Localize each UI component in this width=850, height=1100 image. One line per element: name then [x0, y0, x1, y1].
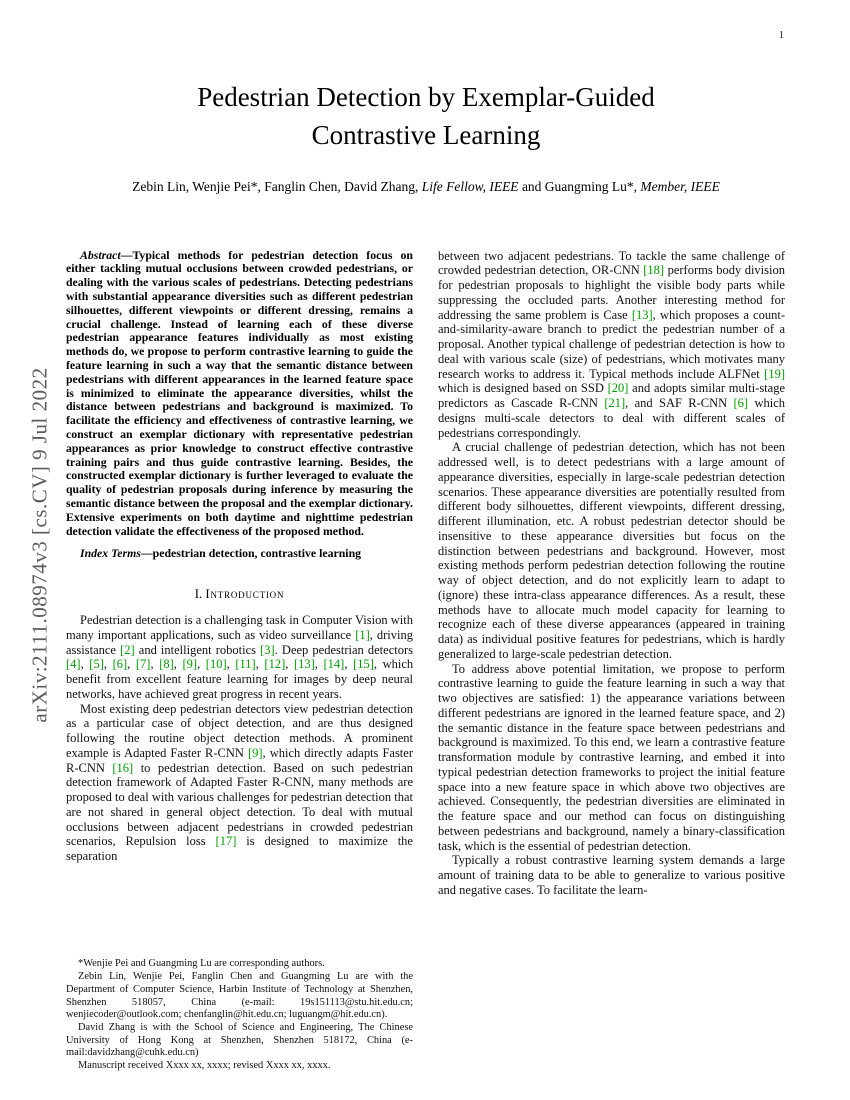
footnote-affiliation-hit: Zebin Lin, Wenjie Pei, Fanglin Chen and Guangming Lu are with the Department of Computer Science, Harbin Institute of Technology at Shenzhen, Shenzhen 518057, China (e-mail: 19s151113@stu.hit.edu.cn; wenjiecoder@outlook.com; chenfanglin@hit.edu.cn; luguangm@hit.edu.cn). [66, 971, 413, 1021]
paragraph: Most existing deep pedestrian detectors view pedestrian detection as a particular case of object detection, and are thus designed following the routine object detection methods. A prominent example is Adapted Faster R-CNN [9], which directly adapts Faster R-CNN [16] to pedestrian detection. Based on such pedestrian detection framework of Adapted Faster R-CNN, many methods are proposed to deal with various challenges for pedestrian detection that are not shared in general object detection. To deal with mutual occlusions between adjacent pedestrians in crowded pedestrian scenarios, Repulsion loss [17] is designed to maximize the separation [66, 701, 413, 864]
citation-link[interactable]: [3] [260, 642, 275, 657]
page-number: 1 [778, 30, 784, 41]
paragraph: Typically a robust contrastive learning system demands a large amount of training data to be able to generalize to various positive and negative cases. To facilitate the learn- [438, 853, 785, 897]
footnotes [66, 958, 413, 1072]
footnote-corresponding-authors: *Wenjie Pei and Guangming Lu are corresponding authors. [78, 958, 325, 970]
index-terms-dash: — [140, 546, 153, 561]
citation-link[interactable]: [13] [293, 657, 315, 672]
index-terms-label: Index Terms [80, 546, 141, 561]
citation-link[interactable]: [7] [135, 657, 151, 672]
arxiv-watermark: arXiv:2111.08974v3 [cs.CV] 9 Jul 2022 [27, 367, 52, 723]
abstract-text: Typical methods for pedestrian detection focus on either tackling mutual occlusions between crowded pedestrians, or dealing with the various scales of pedestrians. Detecting pedestrians with substantial appearance diversities such as different pedestrian silhouettes, different viewpoints or different dressing, remains a crucial challenge. Instead of learning each of these diverse pedestrian appearance features individually as most existing methods do, we propose to perform contrastive learning to guide the feature learning in such a way that the semantic distance between pedestrians with different appearances in the learned feature space is minimized to eliminate the appearance diversities, whilst the distance between pedestrians and background is maximized. To facilitate the efficiency and effectiveness of contrastive learning, we construct an exemplar dictionary with representative pedestrian appearances as prior knowledge to construct effective contrastive training pairs and thus guide contrastive learning. Besides, the constructed exemplar dictionary is further leveraged to evaluate the quality of pedestrian proposals during inference by measuring the semantic distance between the proposal and the exemplar dictionary. Extensive experiments on both daytime and nighttime pedestrian detection validate the effectiveness of the proposed method. [66, 247, 413, 538]
citation-link[interactable]: [8] [159, 657, 174, 672]
paper-title-line1: Pedestrian Detection by Exemplar-Guided [197, 82, 655, 112]
left-column [66, 249, 413, 1073]
citation-link[interactable]: [2] [120, 642, 135, 657]
citation-link[interactable]: [1] [355, 627, 370, 642]
paragraph: To address above potential limitation, we propose to perform contrastive learning to guide the feature learning in such a way that two objectives are satisfied: 1) the appearance variations between different pedestrians are ignored in the learned feature space, and 2) the semantic distance in the feature space between pedestrians and background is maximized. To this end, we learn a contrastive feature transformation module by contrastive learning, and embed it into typical pedestrian detection frameworks to project the initial feature space into a new feature space in which above two objectives are achieved. Consequently, the pedestrian diversities are eliminated in the feature space and our method can focus on distinguishing between pedestrians and background, namely a binary-classification task, which is the essential of pedestrian detection. [438, 661, 785, 853]
paragraph: A crucial challenge of pedestrian detection, which has not been addressed well, is to detect pedestrians with a large amount of appearance diversities, especially in large-scale pedestrian detection scenarios. These appearance diversities are potentially resulted from different body silhouettes, different viewpoints, different dressing, different illumination, etc. A robust pedestrian detector should be insensitive to these appearance diversities but focus on the distinction between pedestrians and background. However, most existing methods perform pedestrian detection following the routine way of object detection, and do not explicitly learn to adapt to (ignore) these intra-class appearance differences. As a result, these methods have to allocate much model capacity for learning to recognize each of these diverse appearances (appeared in training data) as individual positive features for pedestrians, which is hardly generalized to large-scale pedestrian detection. [438, 440, 785, 661]
citation-link[interactable]: [17] [215, 834, 237, 849]
citation-link[interactable]: [9] [182, 657, 198, 672]
right-column [438, 249, 785, 1073]
author-names: Zebin Lin, Wenjie Pei*, Fanglin Chen, David Zhang, [132, 178, 422, 194]
paragraph: Pedestrian detection is a challenging task in Computer Vision with many important applications, such as video surveillance [1], driving assistance [2] and intelligent robotics [3]. Deep pedestrian detectors [4], [5], [6], [7], [8], [9], [10], [11], [12], [13], [14], [15], which benefit from excellent feature learning for images by deep neural networks, have achieved great progress in recent years. [66, 613, 414, 701]
abstract [66, 249, 413, 539]
footnote-manuscript: Manuscript received Xxxx xx, xxxx; revised Xxxx xx, xxxx. [78, 1059, 331, 1071]
section-heading [66, 587, 413, 602]
author-membership-italic: Member, IEEE [640, 178, 720, 194]
section-title: Introduction [205, 587, 285, 602]
citation-link[interactable]: [21] [604, 396, 626, 411]
citation-link[interactable]: [14] [323, 657, 345, 672]
index-terms-text: pedestrian detection, contrastive learning [152, 546, 362, 561]
citation-link[interactable]: [20] [607, 381, 629, 396]
paper-content [66, 78, 786, 1073]
author-line [66, 179, 786, 195]
citation-link[interactable]: [6] [733, 396, 749, 411]
paper-title-line2: Contrastive Learning [311, 120, 541, 151]
citation-link[interactable]: [12] [264, 657, 286, 672]
author-names: and Guangming Lu*, [518, 178, 641, 194]
citation-link[interactable]: [11] [235, 657, 256, 672]
citation-link[interactable]: [18] [643, 263, 665, 278]
citation-link[interactable]: [19] [764, 366, 785, 381]
citation-link[interactable]: [5] [89, 657, 104, 672]
abstract-label: Abstract [80, 247, 121, 262]
section-number: I. [194, 587, 203, 602]
citation-link[interactable]: [9] [247, 745, 263, 760]
citation-link[interactable]: [13] [631, 307, 653, 322]
footnote-affiliation-cuhk: David Zhang is with the School of Science and Engineering, The Chinese University of Hong Kong at Shenzhen, Shenzhen 518172, China (e-mail:davidzhang@cuhk.edu.cn) [66, 1021, 413, 1059]
abstract-dash: — [120, 247, 133, 262]
paragraph: between two adjacent pedestrians. To tackle the same challenge of crowded pedestrian detection, OR-CNN [18] performs body division for pedestrian proposals to highlight the visible body parts while suppressing the occluded parts. Another interesting method for addressing the same problem is Case [13], which proposes a count-and-similarity-aware branch to predict the pedestrian number of a proposal. Another typical challenge of pedestrian detection is how to deal with various scale (size) of pedestrians, which motivates many research works to address it. Typical methods include ALFNet [19] which is designed based on SSD [20] and adopts similar multi-stage predictors as Cascade R-CNN [21], and SAF R-CNN [6] which designs multi-scale detectors to deal with different scales of pedestrians correspondingly. [438, 248, 786, 440]
citation-link[interactable]: [16] [112, 760, 134, 775]
paper-title [66, 78, 786, 155]
citation-link[interactable]: [15] [353, 657, 374, 672]
index-terms [66, 547, 413, 561]
two-column-layout [66, 249, 786, 1073]
author-membership-italic: Life Fellow, IEEE [421, 178, 519, 194]
citation-link[interactable]: [10] [205, 657, 227, 672]
citation-link[interactable]: [6] [112, 657, 128, 672]
citation-link[interactable]: [4] [66, 657, 81, 672]
